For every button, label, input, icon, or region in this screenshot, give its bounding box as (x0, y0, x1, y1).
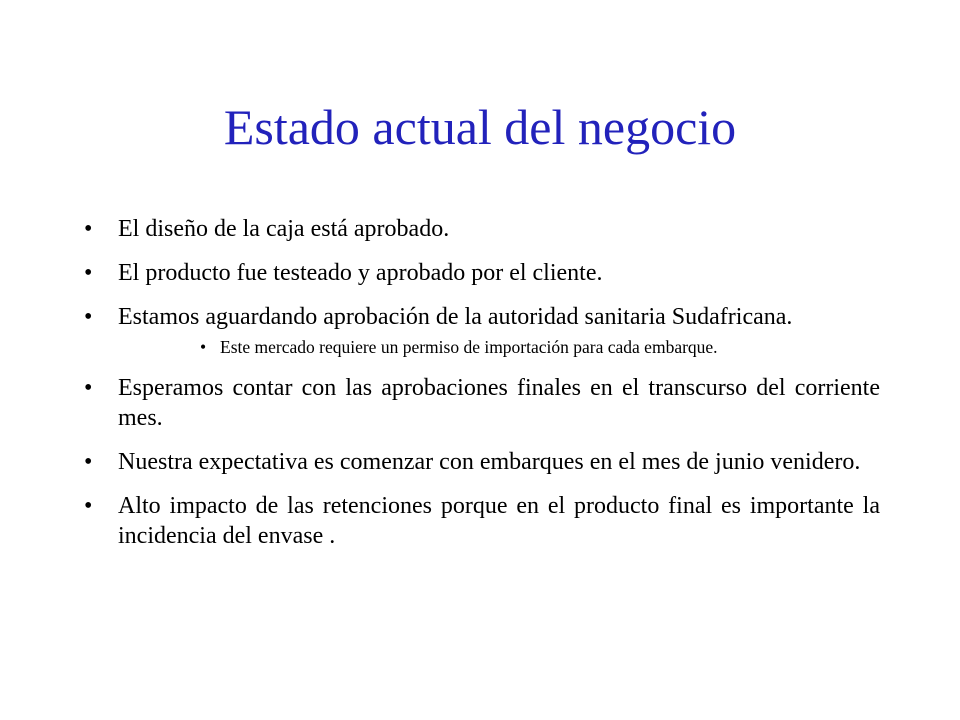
bullet-icon: • (84, 449, 93, 475)
bullet-list (80, 214, 880, 565)
bullet-icon: • (84, 493, 93, 519)
sub-bullet-icon: • (200, 337, 207, 357)
sub-bullet-item (200, 336, 880, 359)
bullet-text: Esperamos contar con las aprobaciones finales en el transcurso del corriente mes. (118, 375, 880, 431)
bullet-text: El diseño de la caja está aprobado. (118, 216, 450, 242)
bullet-item (80, 258, 880, 288)
bullet-icon: • (84, 260, 93, 286)
bullet-item (80, 491, 880, 551)
bullet-item (80, 373, 880, 433)
bullet-icon: • (84, 216, 93, 242)
sub-bullet-text: Este mercado requiere un permiso de importación para cada embarque. (220, 337, 718, 357)
bullet-icon: • (84, 375, 93, 401)
bullet-text: El producto fue testeado y aprobado por el cliente. (118, 260, 603, 286)
bullet-item (80, 447, 880, 477)
bullet-icon: • (84, 304, 93, 330)
bullet-text: Alto impacto de las retenciones porque en el producto final es importante la incidencia del envase . (118, 493, 880, 549)
bullet-item (80, 214, 880, 244)
bullet-item (80, 302, 880, 332)
bullet-text: Estamos aguardando aprobación de la autoridad sanitaria Sudafricana. (118, 304, 793, 330)
slide-title: Estado actual del negocio (223, 99, 737, 155)
bullet-text: Nuestra expectativa es comenzar con embarques en el mes de junio venidero. (118, 449, 861, 475)
